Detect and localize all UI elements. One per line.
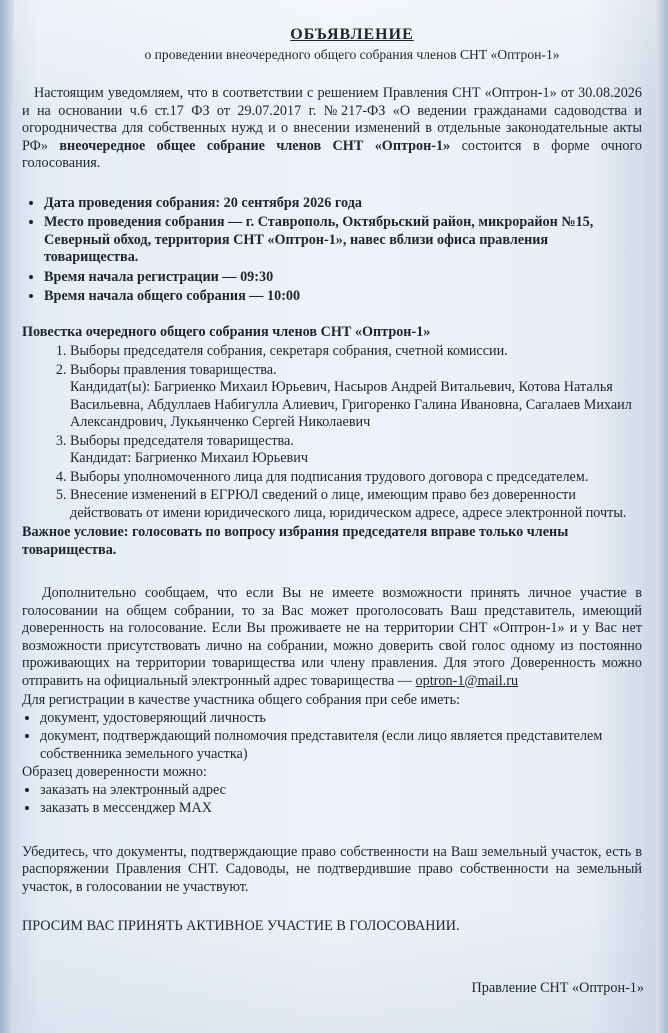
proxy-paragraph: [22, 585, 642, 690]
detail-place: • Место проведения собрания — г. Ставрополь, Октябрьский район, микрорайон №15, Северный обход, территория СНТ «Оптрон-1», навес вблизи офиса правления товарищества.: [44, 214, 642, 267]
sample-title: Образец доверенности можно:: [22, 764, 207, 780]
sample-item: • заказать в мессенджер MAX: [40, 800, 642, 818]
agenda-item-text: Выборы председателя товарищества.: [70, 432, 294, 449]
detail-meeting-time: • Время начала общего собрания — 10:00: [44, 288, 642, 306]
notice-subtitle: о проведении внеочередного общего собрания членов СНТ «Оптрон-1»: [144, 46, 560, 62]
intro-text-before: Настоящим уведомляем, что в соответствии с решением Правления СНТ «Оптрон-1» от 30.08.2026 и на основании ч.6 ст.17 ФЗ от 29.07.2017 г. №217-ФЗ «О ведении гражданами садоводства и огородничества для собственных нужд и о внесении изменений в отдельные законодательные акты РФ»: [22, 85, 642, 154]
proxy-text: Дополнительно сообщаем, что если Вы не имеете возможности принять личное участие в голосовании на общем собрании, то за Вас может проголосовать Ваш представитель, имеющий доверенность на голосование. Если Вы проживаете не на территории СНТ «Оптрон-1» и у Вас нет возможности присутствовать лично на собрании, можно доверить свой голос одному из постоянно проживающих на территории товарищества или члену правления. Для этого Доверенность можно отправить на официальный электронный адрес товарищества —: [22, 585, 642, 689]
agenda-item-candidate: Кандидат: Багриенко Михаил Юрьевич: [70, 450, 308, 466]
agenda-item-text: Выборы правления товарищества.: [70, 361, 277, 378]
registration-item: • документ, удостоверяющий личность: [40, 710, 642, 728]
notice-content: [22, 26, 642, 936]
agenda-item: [70, 362, 642, 432]
agenda-item: [70, 433, 642, 468]
agenda-item-text: Выборы председателя собрания, секретаря собрания, счетной комиссии.: [70, 343, 508, 359]
email-link[interactable]: optron-1@mail.ru: [415, 672, 519, 689]
agenda-item: [70, 469, 642, 487]
registration-item: • документ, подтверждающий полномочия представителя (если лицо является представителем собственника земельного участка): [40, 728, 642, 763]
agenda-item-text: Внесение изменений в ЕГРЮЛ сведений о лице, имеющим право без доверенности действовать от имени юридического лица, юридическом адресе, адресе электронной почты.: [70, 487, 627, 521]
sheet-edge-left: [0, 0, 14, 1033]
sample-item: • заказать на электронный адрес: [40, 782, 642, 800]
agenda-item: [70, 487, 642, 522]
detail-date: • Дата проведения собрания: 20 сентября 2026 года: [44, 195, 642, 213]
signature: Правление СНТ «Оптрон-1»: [471, 980, 644, 996]
agenda-list: [22, 343, 642, 522]
registration-list: [22, 710, 642, 764]
registration-title: Для регистрации в качестве участника общего собрания при себе иметь:: [22, 692, 460, 708]
meeting-details-list: [22, 195, 642, 306]
sample-list: [22, 782, 642, 818]
ownership-paragraph: Убедитесь, что документы, подтверждающие право собственности на Ваш земельный участок, есть в распоряжении Правления СНТ. Садоводы, не подтвердившие право собственности на земельный участок, в голосовании не участвуют.: [22, 843, 642, 895]
intro-paragraph: [22, 85, 642, 173]
agenda-title: Повестка очередного общего собрания членов СНТ «Оптрон-1»: [22, 323, 431, 340]
agenda-item-text: Выборы уполномоченного лица для подписания трудового договора с председателем.: [70, 468, 589, 485]
detail-registration-time: • Время начала регистрации — 09:30: [44, 269, 642, 287]
important-condition: Важное условие: голосовать по вопросу избрания председателя вправе только члены товарищества.: [22, 524, 569, 558]
agenda-item-candidates: Кандидат(ы): Багриенко Михаил Юрьевич, Насыров Андрей Витальевич, Котова Наталья Васильевна, Абдуллаев Набигулла Алиевич, Григоренко Галина Ивановна, Сагалаев Михаил Александрович, Лукьянченко Сергей Николаевич: [70, 379, 632, 430]
notice-title: ОБЪЯВЛЕНИЕ: [290, 26, 414, 43]
intro-text-bold: внеочередное общее собрание членов СНТ «Оптрон-1»: [59, 137, 451, 154]
sheet-edge-right: [656, 0, 668, 1033]
appeal-text: ПРОСИМ ВАС ПРИНЯТЬ АКТИВНОЕ УЧАСТИЕ В ГОЛОСОВАНИИ.: [22, 918, 460, 934]
intro-text-after: состоится в форме очного голосования.: [22, 137, 643, 171]
agenda-item: [70, 343, 642, 361]
